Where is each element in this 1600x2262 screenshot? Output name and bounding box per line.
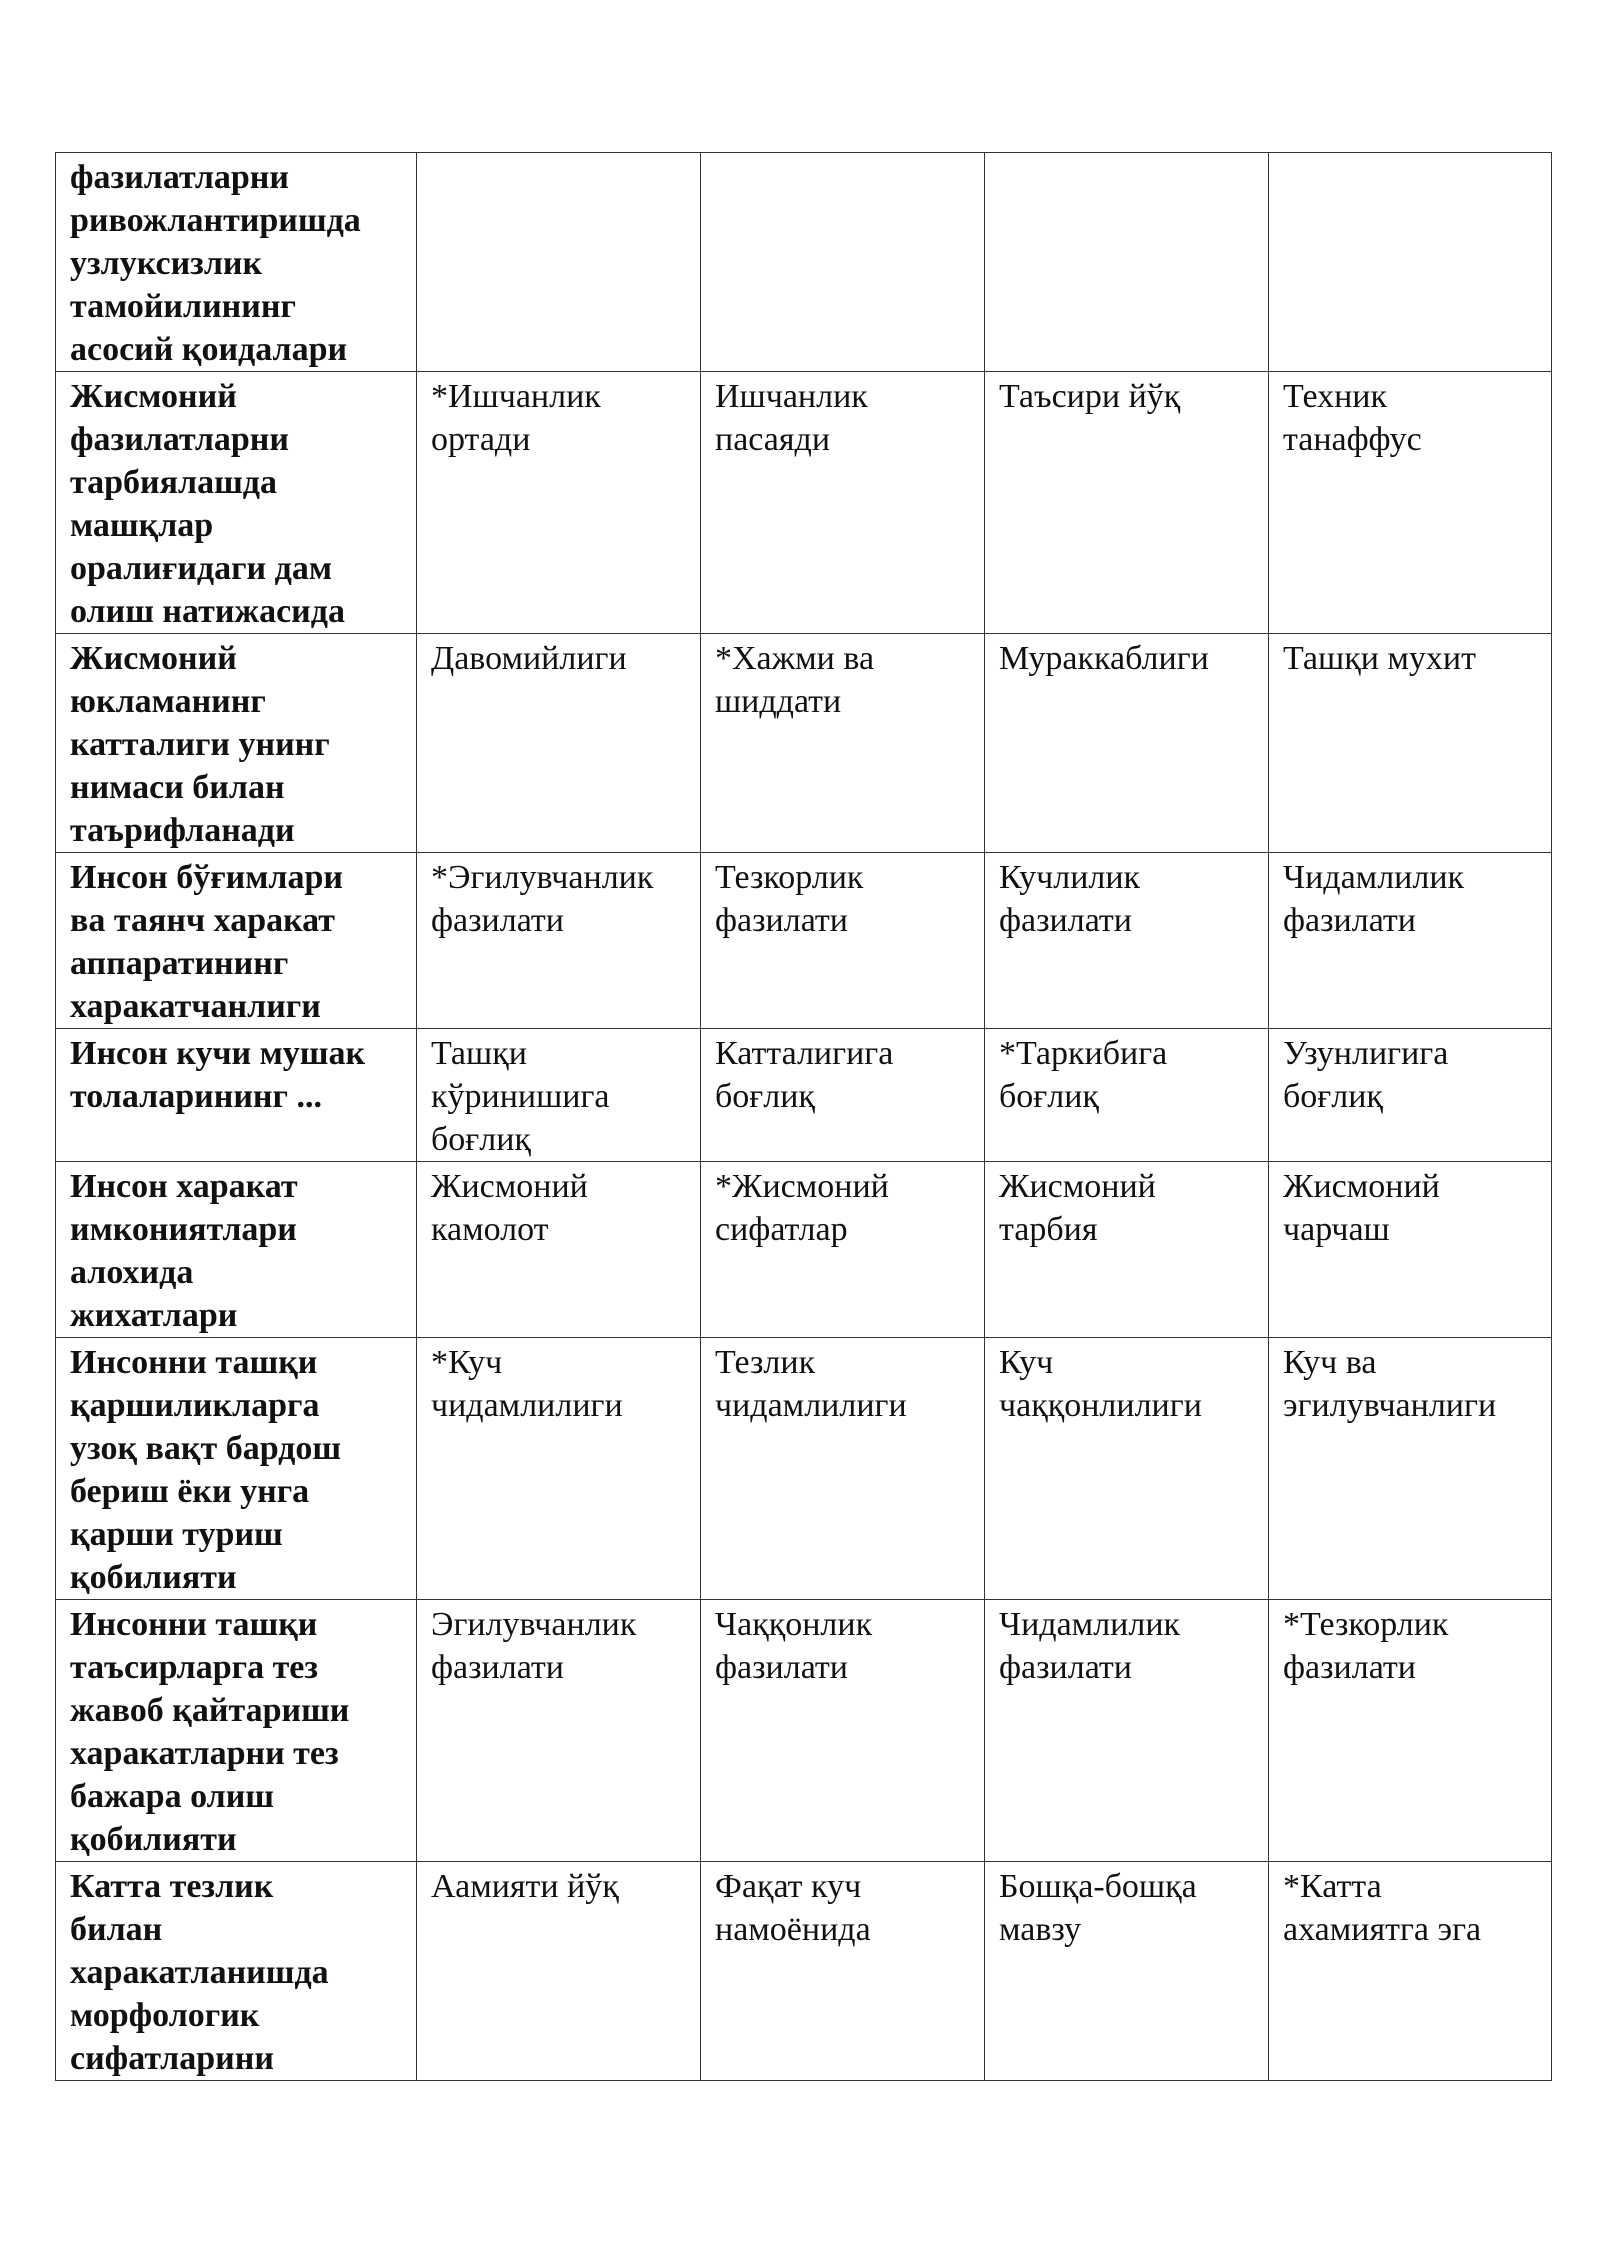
option-cell xyxy=(417,372,701,634)
option-text: Куч чаққонлилиги xyxy=(999,1344,1202,1424)
option-text: *Жисмоний сифатлар xyxy=(715,1168,889,1248)
option-text: Узунлигига боғлиқ xyxy=(1283,1035,1449,1115)
question-text: Катта тезлик билан харакатланишда морфологик сифатларини xyxy=(70,1868,329,2077)
option-text: *Тезкорлик фазилати xyxy=(1283,1606,1449,1686)
question-text: Инсонни ташқи таъсирларга тез жавоб қайтариши харакатларни тез бажара олиш қобилияти xyxy=(70,1606,350,1858)
option-cell xyxy=(701,1162,985,1338)
option-text: Мураккаблиги xyxy=(999,640,1209,677)
table-row xyxy=(56,372,1552,634)
option-cell xyxy=(985,372,1269,634)
question-cell xyxy=(56,853,417,1029)
question-text: Инсон кучи мушак толаларининг ... xyxy=(70,1035,366,1115)
table-row xyxy=(56,634,1552,853)
option-text: *Таркибига боғлиқ xyxy=(999,1035,1168,1115)
table-row xyxy=(56,853,1552,1029)
question-cell xyxy=(56,1862,417,2081)
question-cell xyxy=(56,153,417,372)
question-text: Инсон бўғимлари ва таянч харакат аппаратининг харакатчанлиги xyxy=(70,859,343,1025)
option-cell xyxy=(701,1338,985,1600)
option-cell xyxy=(701,853,985,1029)
option-cell xyxy=(701,1862,985,2081)
question-text: Инсонни ташқи қаршиликларга узоқ вақт бардош бериш ёки унга қарши туриш қобилияти xyxy=(70,1344,342,1596)
option-text: Таъсири йўқ xyxy=(999,378,1181,415)
option-cell xyxy=(701,1600,985,1862)
option-cell xyxy=(417,1600,701,1862)
option-text: *Эгилувчанлик фазилати xyxy=(431,859,654,939)
option-cell xyxy=(701,153,985,372)
option-cell xyxy=(1269,372,1552,634)
option-cell xyxy=(417,1162,701,1338)
question-text: Инсон харакат имкониятлари алохида жихатлари xyxy=(70,1168,298,1334)
option-cell xyxy=(985,1600,1269,1862)
option-cell xyxy=(417,634,701,853)
option-cell xyxy=(985,634,1269,853)
option-text: *Катта ахамиятга эга xyxy=(1283,1868,1482,1948)
option-text: *Ишчанлик ортади xyxy=(431,378,601,458)
table-row xyxy=(56,1162,1552,1338)
option-cell xyxy=(1269,1162,1552,1338)
option-cell xyxy=(1269,1600,1552,1862)
option-cell xyxy=(1269,1862,1552,2081)
option-cell xyxy=(985,1862,1269,2081)
table-row xyxy=(56,1862,1552,2081)
option-text: Куч ва эгилувчанлиги xyxy=(1283,1344,1497,1424)
option-cell xyxy=(1269,853,1552,1029)
option-text: Давомийлиги xyxy=(431,640,627,677)
question-text: фазилатларни ривожлантиришда узлуксизлик тамойилининг асосий қоидалари xyxy=(70,159,361,368)
question-text: Жисмоний фазилатларни тарбиялашда машқлар оралиғидаги дам олиш натижасида xyxy=(70,378,345,630)
question-text: Жисмоний юкламанинг катталиги унинг нимаси билан таърифланади xyxy=(70,640,330,849)
table-row xyxy=(56,1029,1552,1162)
option-text: Тезлик чидамлилиги xyxy=(715,1344,907,1424)
option-cell xyxy=(417,1862,701,2081)
option-cell xyxy=(985,853,1269,1029)
option-text: Чидамлилик фазилати xyxy=(1283,859,1465,939)
option-cell xyxy=(701,372,985,634)
option-cell xyxy=(417,1029,701,1162)
table-row xyxy=(56,1600,1552,1862)
option-text: Эгилувчанлик фазилати xyxy=(431,1606,637,1686)
option-cell xyxy=(1269,634,1552,853)
option-cell xyxy=(701,1029,985,1162)
option-text: Чаққонлик фазилати xyxy=(715,1606,873,1686)
quiz-table xyxy=(55,152,1552,2081)
option-cell xyxy=(1269,1338,1552,1600)
option-text: Бошқа-бошқа мавзу xyxy=(999,1868,1197,1948)
question-cell xyxy=(56,372,417,634)
question-cell xyxy=(56,1338,417,1600)
option-cell xyxy=(417,153,701,372)
question-cell xyxy=(56,1029,417,1162)
option-text: Катталигига боғлиқ xyxy=(715,1035,894,1115)
option-cell xyxy=(701,634,985,853)
question-cell xyxy=(56,1162,417,1338)
option-text: Тезкорлик фазилати xyxy=(715,859,864,939)
table-row xyxy=(56,153,1552,372)
option-cell xyxy=(1269,153,1552,372)
option-text: Фақат куч намоёнида xyxy=(715,1868,871,1948)
option-text: Ташқи кўринишига боғлиқ xyxy=(431,1035,610,1158)
option-cell xyxy=(985,1338,1269,1600)
option-cell xyxy=(985,1162,1269,1338)
option-cell xyxy=(985,153,1269,372)
table-row xyxy=(56,1338,1552,1600)
option-text: *Куч чидамлилиги xyxy=(431,1344,623,1424)
option-text: Жисмоний камолот xyxy=(431,1168,588,1248)
option-text: Ташқи мухит xyxy=(1283,640,1476,677)
question-cell xyxy=(56,634,417,853)
question-cell xyxy=(56,1600,417,1862)
option-text: Кучлилик фазилати xyxy=(999,859,1141,939)
option-text: Жисмоний чарчаш xyxy=(1283,1168,1440,1248)
option-text: Аамияти йўқ xyxy=(431,1868,619,1905)
option-text: Ишчанлик пасаяди xyxy=(715,378,868,458)
option-cell xyxy=(1269,1029,1552,1162)
option-text: *Хажми ва шиддати xyxy=(715,640,875,720)
option-cell xyxy=(985,1029,1269,1162)
option-text: Чидамлилик фазилати xyxy=(999,1606,1181,1686)
option-text: Техник танаффус xyxy=(1283,378,1422,458)
option-cell xyxy=(417,1338,701,1600)
option-text: Жисмоний тарбия xyxy=(999,1168,1156,1248)
option-cell xyxy=(417,853,701,1029)
